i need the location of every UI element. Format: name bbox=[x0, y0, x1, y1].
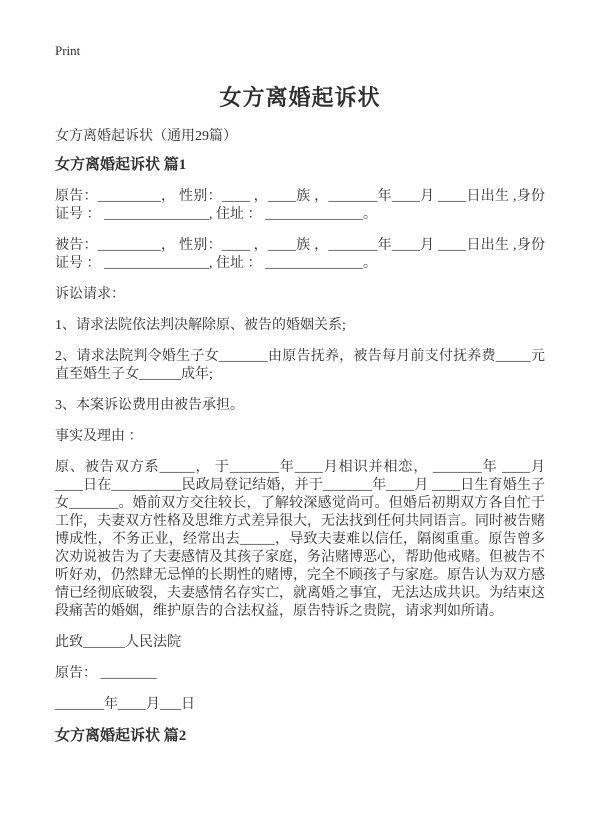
claims-label: 诉讼请求： bbox=[55, 287, 125, 302]
section-1-heading: 女方离婚起诉状 篇1 bbox=[55, 157, 187, 173]
facts-body-paragraph: 原、被告双方系_____， 于_______年____月相识并相恋， _______年 ____月____日在__________民政局登记结婚，并于_______年____月 ____日生育婚生子女_______。婚前双方交往较长，了解较深感觉尚可。但婚后初期双方各自忙于工作，夫妻双方性格及思维方式差异很大，无法找到任何共同语言。同时被告赌博成性，不务正业，经常出去_____，导致夫妻难以信任，隔阂重重。原告曾多次劝说被告为了夫妻感情及其孩子家庭，务沾赌博恶心，帮助他戒赌。但被告不听好劝，仍然肆无忌惮的长期性的赌博，完全不顾孩子与家庭。原告认为双方感情已经彻底破裂，夫妻感情名存实亡，就离婚之事宜，无法达成共识。为结束这段痛苦的婚姻，维护原告的合法权益，原告特诉之贵院，请求判如所请。 bbox=[55, 460, 545, 619]
date-line: _______年____月___日 bbox=[55, 697, 195, 712]
print-link[interactable]: Print bbox=[55, 43, 81, 58]
claim-item-3: 3、本案诉讼费用由被告承担。 bbox=[55, 398, 244, 413]
claim-item-1: 1、请求法院依法判决解除原、被告的婚姻关系; bbox=[55, 318, 346, 333]
plaintiff-info-paragraph: 原告：_________， 性别：____ ，____族 ，_______年____月 ____日出生 ,身份证号 ： _______________, 住址 ： ______________。 bbox=[55, 189, 545, 222]
claim-item-2: 2、请求法院判令婚生子女_______由原告抚养，被告每月前支付抚养费_____元直至婚生子女______成年; bbox=[55, 349, 545, 382]
salutation-line: 此致______人民法院 bbox=[55, 635, 181, 650]
document-subtitle: 女方离婚起诉状（通用29篇） bbox=[55, 129, 237, 144]
section-2-heading: 女方离婚起诉状 篇2 bbox=[55, 728, 187, 744]
document-title: 女方离婚起诉状 bbox=[219, 85, 381, 110]
defendant-info-paragraph: 被告：_________， 性别：____ ，____族 ，_______年____月 ____日出生 ,身份证号 ： _______________, 住址 ： ______________。 bbox=[55, 238, 545, 271]
signature-line: 原告： ________ bbox=[55, 666, 157, 681]
facts-label: 事实及理由 ： bbox=[55, 429, 143, 444]
